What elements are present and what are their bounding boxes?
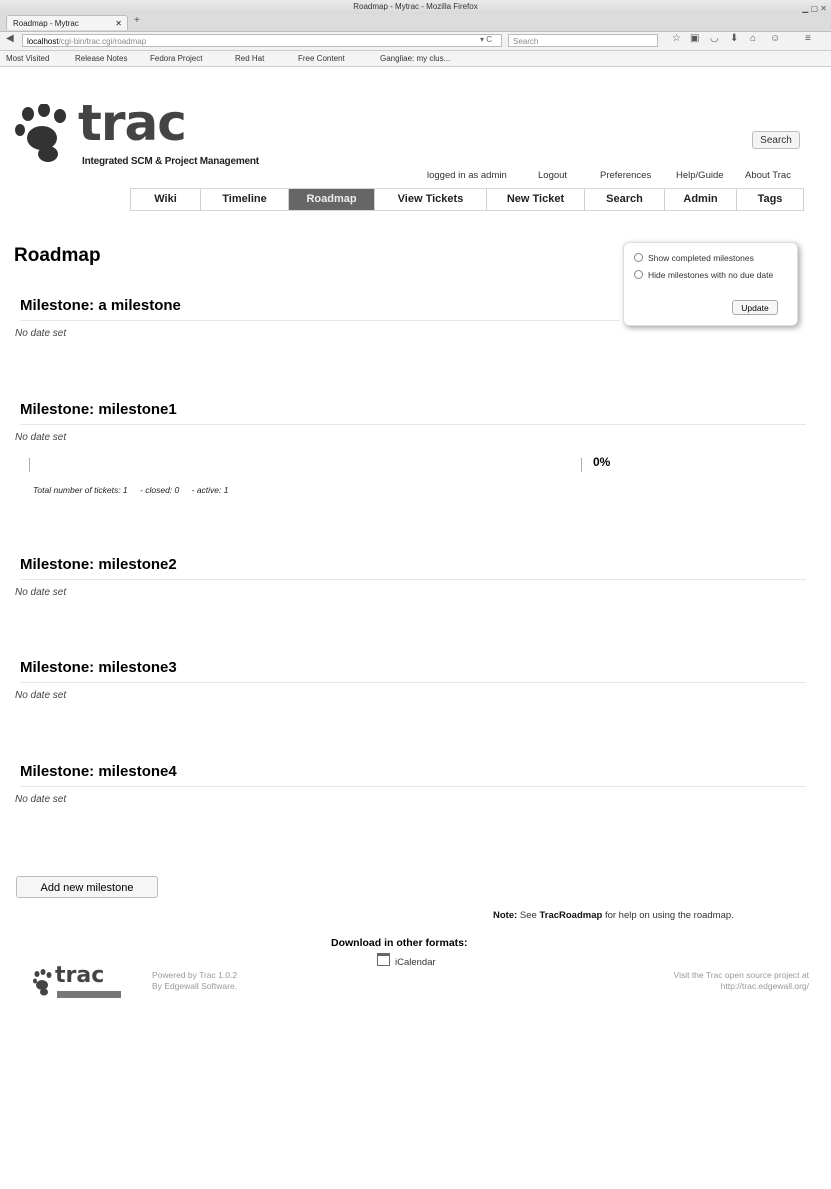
page-title: Roadmap bbox=[14, 245, 101, 266]
preferences-link[interactable]: Preferences bbox=[600, 170, 652, 181]
trac-logo[interactable] bbox=[14, 94, 274, 180]
progress-percent: 0% bbox=[593, 455, 611, 469]
hide-no-due-checkbox[interactable] bbox=[634, 270, 643, 279]
active-tickets-link[interactable]: - active: 1 bbox=[191, 485, 229, 495]
milestone-title[interactable]: Milestone: milestone2 bbox=[20, 556, 177, 573]
icalendar-label: iCalendar bbox=[395, 957, 436, 968]
footer-logo-bar bbox=[57, 991, 121, 998]
note-prefix: Note: bbox=[493, 910, 518, 921]
show-completed-option[interactable] bbox=[634, 253, 754, 263]
search-button[interactable]: Search bbox=[752, 131, 800, 149]
download-icon[interactable]: ⬇ bbox=[730, 33, 739, 44]
milestone-date: No date set bbox=[15, 794, 67, 805]
bookmark-red-hat[interactable]: Red Hat bbox=[235, 54, 265, 63]
visit-link[interactable]: http://trac.edgewall.org/ bbox=[720, 981, 809, 991]
milestone-title[interactable]: Milestone: milestone1 bbox=[20, 401, 177, 418]
show-completed-checkbox[interactable] bbox=[634, 253, 643, 262]
browser-tab[interactable] bbox=[6, 15, 128, 30]
icalendar-link[interactable] bbox=[377, 953, 436, 968]
metanav bbox=[0, 170, 831, 184]
nav-timeline[interactable]: Timeline bbox=[200, 189, 288, 210]
navigation-bar bbox=[0, 32, 831, 51]
bookmark-release-notes[interactable]: Release Notes bbox=[75, 54, 128, 63]
visit-trac bbox=[674, 970, 809, 992]
show-completed-label: Show completed milestones bbox=[648, 253, 754, 263]
clipboard-icon[interactable]: ▣ bbox=[690, 33, 700, 44]
visit-line-1: Visit the Trac open source project at bbox=[673, 970, 809, 980]
logged-in-label: logged in as admin bbox=[427, 170, 507, 181]
help-link[interactable]: Help/Guide bbox=[676, 170, 724, 181]
milestone-progress-bar[interactable] bbox=[29, 458, 582, 472]
browser-search-input[interactable] bbox=[508, 34, 658, 47]
window-titlebar bbox=[0, 0, 831, 15]
footer-logo-wordmark: trac bbox=[55, 963, 105, 988]
add-milestone-button[interactable]: Add new milestone bbox=[16, 876, 158, 898]
search-placeholder: Search bbox=[513, 37, 539, 46]
powered-line-1[interactable]: Powered by Trac 1.0.2 bbox=[152, 970, 238, 980]
milestone-date: No date set bbox=[15, 587, 67, 598]
roadmap-preferences bbox=[623, 242, 798, 326]
footer-paw-icon bbox=[32, 969, 54, 997]
bookmark-fedora-project[interactable]: Fedora Project bbox=[150, 54, 203, 63]
milestone-title[interactable]: Milestone: a milestone bbox=[20, 297, 181, 314]
powered-line-2[interactable]: By Edgewall Software. bbox=[152, 981, 238, 991]
new-tab-icon[interactable]: + bbox=[134, 15, 140, 26]
tab-bar bbox=[0, 14, 831, 32]
nav-new-ticket[interactable]: New Ticket bbox=[486, 189, 584, 210]
milestone-date: No date set bbox=[15, 432, 67, 443]
milestone-title[interactable]: Milestone: milestone4 bbox=[20, 763, 177, 780]
footer-trac-logo[interactable] bbox=[32, 963, 132, 1007]
milestone-rule bbox=[20, 579, 806, 580]
window-title: Roadmap - Mytrac - Mozilla Firefox bbox=[353, 2, 478, 11]
closed-tickets-link[interactable]: - closed: 0 bbox=[140, 485, 180, 495]
about-link[interactable]: About Trac bbox=[745, 170, 791, 181]
bookmarks-toolbar bbox=[0, 51, 831, 67]
nav-admin[interactable]: Admin bbox=[664, 189, 736, 210]
smiley-icon[interactable]: ☺ bbox=[770, 33, 781, 44]
logo-wordmark: trac bbox=[78, 94, 186, 152]
bookmark-ganglia[interactable]: Gangliae: my clus... bbox=[380, 54, 451, 63]
milestone-rule bbox=[20, 424, 806, 425]
milestone-rule bbox=[20, 320, 620, 321]
milestone-date: No date set bbox=[15, 328, 67, 339]
reload-icon[interactable]: ▾ C bbox=[480, 35, 493, 44]
nav-tags[interactable]: Tags bbox=[736, 189, 804, 210]
url-path: /cgi-bin/trac.cgi/roadmap bbox=[58, 37, 147, 46]
pocket-icon[interactable]: ◡ bbox=[710, 33, 719, 44]
hide-no-due-label: Hide milestones with no due date bbox=[648, 270, 774, 280]
total-tickets-link[interactable]: Total number of tickets: 1 bbox=[33, 485, 128, 495]
url-host: localhost bbox=[27, 37, 59, 46]
nav-view-tickets[interactable]: View Tickets bbox=[374, 189, 486, 210]
logout-link[interactable]: Logout bbox=[538, 170, 568, 181]
close-tab-icon[interactable]: ✕ bbox=[115, 19, 122, 28]
window-controls[interactable]: ▁ ▢ ✕ bbox=[802, 4, 827, 13]
download-title: Download in other formats: bbox=[331, 937, 468, 949]
home-icon[interactable]: ⌂ bbox=[750, 33, 757, 44]
ticket-stats bbox=[33, 485, 238, 495]
milestone-rule bbox=[20, 786, 806, 787]
tab-title: Roadmap - Mytrac bbox=[13, 19, 79, 28]
bookmark-most-visited[interactable]: Most Visited bbox=[6, 54, 50, 63]
menu-icon[interactable]: ≡ bbox=[805, 33, 811, 44]
milestone-date: No date set bbox=[15, 690, 67, 701]
hide-no-due-option[interactable] bbox=[634, 270, 773, 280]
paw-icon bbox=[14, 104, 78, 168]
bookmark-free-content[interactable]: Free Content bbox=[298, 54, 345, 63]
nav-roadmap[interactable]: Roadmap bbox=[288, 189, 374, 210]
note-see: See bbox=[519, 910, 537, 921]
calendar-icon bbox=[377, 953, 390, 966]
main-nav bbox=[130, 188, 804, 211]
update-button[interactable]: Update bbox=[732, 300, 778, 315]
milestone-title[interactable]: Milestone: milestone3 bbox=[20, 659, 177, 676]
milestone-rule bbox=[20, 682, 806, 683]
back-icon[interactable]: ◀ bbox=[6, 33, 14, 44]
nav-search[interactable]: Search bbox=[584, 189, 664, 210]
help-note bbox=[493, 910, 734, 921]
trac-roadmap-link[interactable]: TracRoadmap bbox=[539, 910, 603, 921]
powered-by bbox=[152, 970, 237, 992]
note-suffix: for help on using the roadmap. bbox=[604, 910, 734, 921]
bookmark-star-icon[interactable]: ☆ bbox=[672, 33, 681, 44]
nav-wiki[interactable]: Wiki bbox=[130, 189, 200, 210]
url-bar[interactable] bbox=[22, 34, 502, 47]
logo-tagline: Integrated SCM & Project Management bbox=[82, 156, 259, 167]
